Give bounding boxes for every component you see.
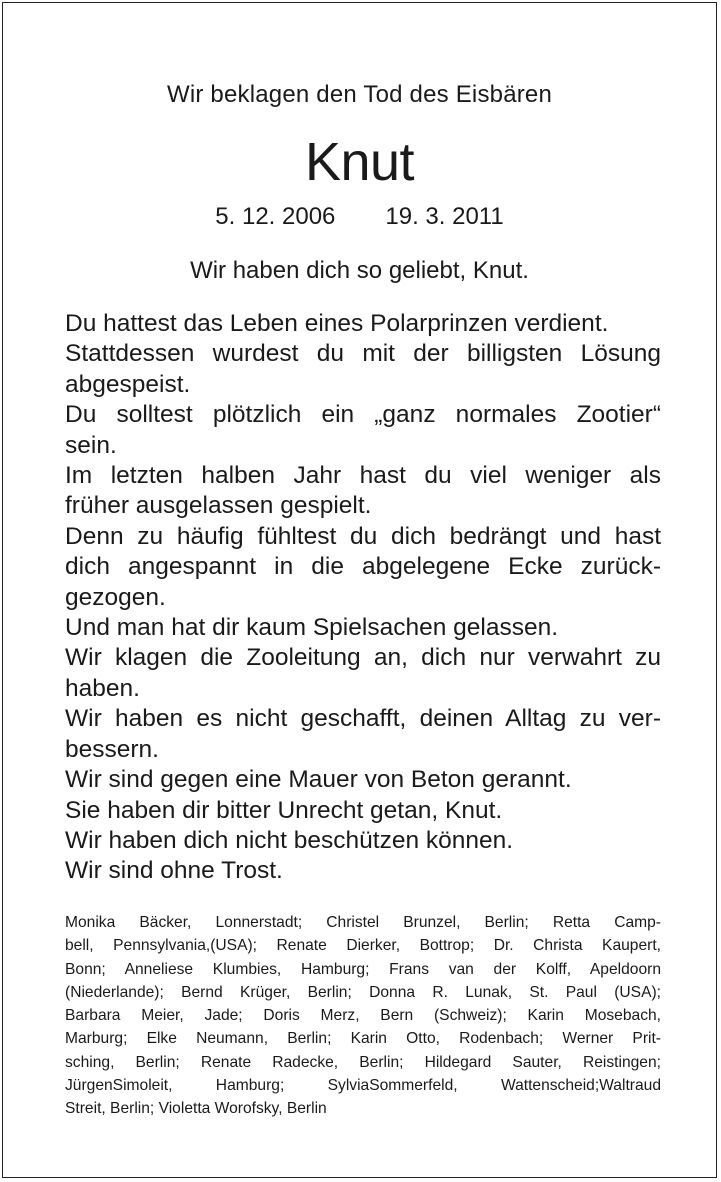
- signatories-line: bell, Pennsylvania,(USA); Renate Dierker, Bottrop; Dr. Christa Kaupert,: [65, 937, 661, 955]
- signatories-line: Monika Bäcker, Lonnerstadt; Christel Brunzel, Berlin; Retta Camp-: [65, 914, 661, 931]
- intro-text: Wir beklagen den Tod des Eisbären: [166, 81, 553, 108]
- birth-date: 5. 12. 2006: [215, 203, 336, 230]
- lament-line: Du solltest plötzlich ein „ganz normales Zootier“: [65, 401, 661, 429]
- lament-text: [65, 309, 661, 887]
- signatories-line: (Niederlande); Bernd Krüger, Berlin; Donna R. Lunak, St. Paul (USA);: [65, 983, 661, 1001]
- lament-line: bessern.: [65, 735, 159, 763]
- signatories-line: Marburg; Elke Neumann, Berlin; Karin Otto, Rodenbach; Werner Prit-: [65, 1030, 661, 1048]
- signatories-line: JürgenSimoleit, Hamburg; SylviaSommerfeld, Wattenscheid;Waltraud: [65, 1077, 661, 1095]
- signatories-list: [65, 911, 661, 1121]
- obituary-notice: [2, 2, 717, 1178]
- signatories-line: sching, Berlin; Renate Radecke, Berlin; Hildegard Sauter, Reistingen;: [65, 1053, 661, 1071]
- signatories-line: Streit, Berlin; Violetta Worofsky, Berlin: [65, 1100, 327, 1118]
- lament-line: Wir sind ohne Trost.: [65, 857, 283, 885]
- lament-line: abgespeist.: [65, 370, 191, 398]
- lament-line: haben.: [65, 674, 140, 702]
- lament-line: Im letzten halben Jahr hast du viel weniger als: [65, 462, 661, 490]
- lament-line: sein.: [65, 431, 117, 459]
- lament-line: Wir klagen die Zooleitung an, dich nur verwahrt zu: [65, 644, 661, 672]
- lament-line: Wir haben dich nicht beschützen können.: [65, 826, 514, 854]
- life-dates: [3, 203, 716, 231]
- lament-line: Wir sind gegen eine Mauer von Beton gerannt.: [65, 766, 572, 794]
- lament-line: dich angespannt in die abgelegene Ecke zurück-: [65, 553, 661, 581]
- lament-line: früher ausgelassen gespielt.: [65, 492, 372, 520]
- signatories-line: Bonn; Anneliese Klumbies, Hamburg; Frans van der Kolff, Apeldoorn: [65, 960, 661, 978]
- lament-line: Denn zu häufig fühltest du dich bedrängt und hast: [65, 522, 661, 550]
- death-date: 19. 3. 2011: [385, 203, 504, 230]
- signatories-line: Barbara Meier, Jade; Doris Merz, Bern (Schweiz); Karin Mosebach,: [65, 1007, 661, 1025]
- lament-line: Sie haben dir bitter Unrecht getan, Knut.: [65, 796, 503, 824]
- lament-line: Wir haben es nicht geschafft, deinen Alltag zu ver-: [65, 705, 661, 733]
- dedication-line: Wir haben dich so geliebt, Knut.: [190, 257, 529, 284]
- lament-line: Du hattest das Leben eines Polarprinzen verdient.: [65, 310, 609, 337]
- lament-line: gezogen.: [65, 583, 166, 611]
- lament-line: Und man hat dir kaum Spielsachen gelassen.: [65, 614, 559, 642]
- lament-line: Stattdessen wurdest du mit der billigsten Lösung: [65, 340, 661, 368]
- deceased-name: Knut: [304, 132, 415, 192]
